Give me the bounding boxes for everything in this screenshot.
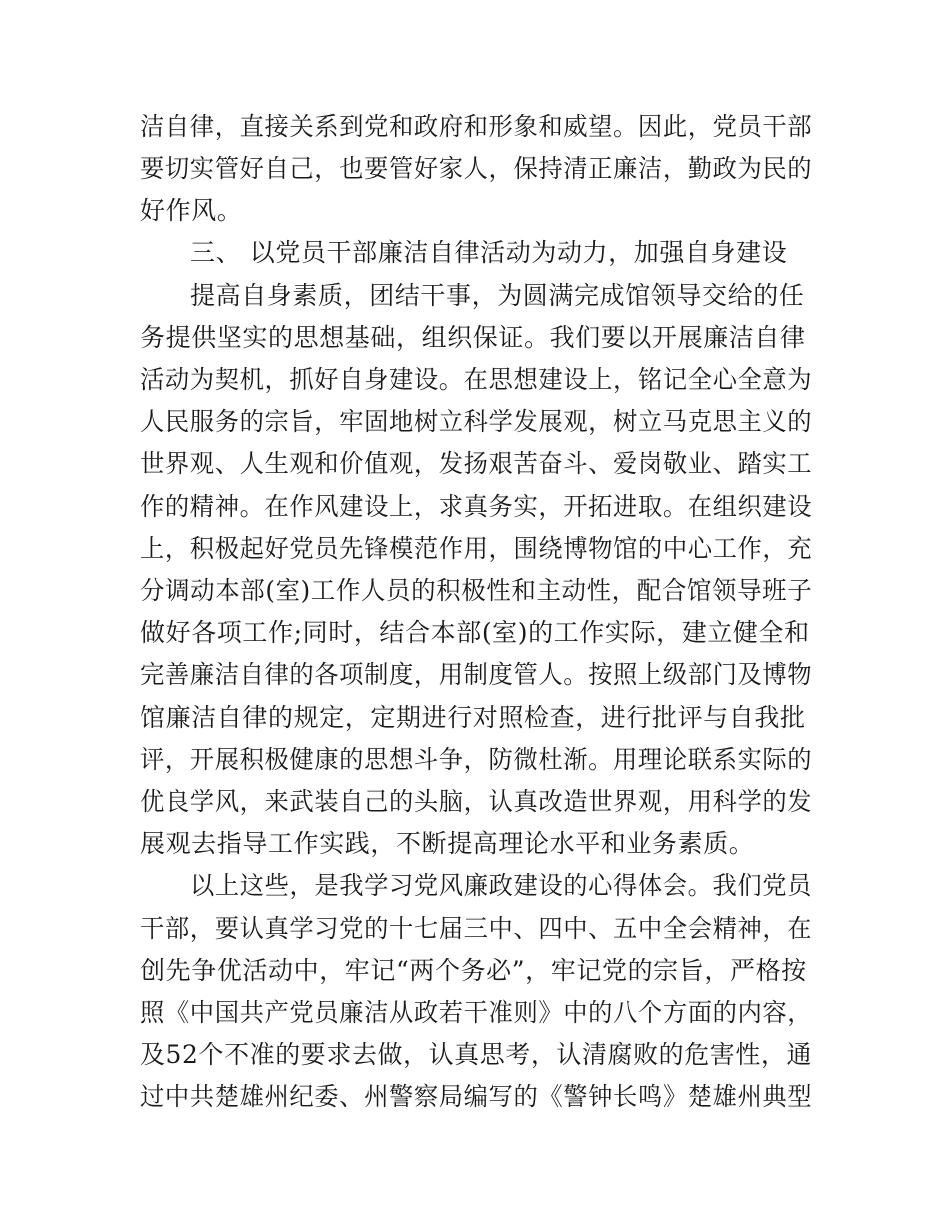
text-line: 做好各项工作;同时，结合本部(室)的工作实际，建立健全和 xyxy=(140,618,810,647)
paragraph-first-line: 提高自身素质，团结干事，为圆满完成馆领导交给的任 xyxy=(190,281,805,310)
text-line: 要切实管好自己，也要管好家人，保持清正廉洁，勤政为民的 xyxy=(140,154,813,183)
text-line: 创先争优活动中，牢记“两个务必”，牢记党的宗旨，严格按 xyxy=(140,956,807,985)
text-line: 分调动本部(室)工作人员的积极性和主动性，配合馆领导班子 xyxy=(140,576,813,605)
text-line: 评，开展积极健康的思想斗争，防微杜渐。用理论联系实际的 xyxy=(140,745,813,774)
text-line: 干部，要认真学习党的十七届三中、四中、五中全会精神，在 xyxy=(140,914,813,943)
text-line: 作的精神。在作风建设上，求真务实，开拓进取。在组织建设 xyxy=(140,492,813,521)
text-line: 及52个不准的要求去做，认真思考，认清腐败的危害性，通 xyxy=(140,1040,813,1069)
text-line: 馆廉洁自律的规定，定期进行对照检查，进行批评与自我批 xyxy=(140,703,806,732)
text-line: 洁自律，直接关系到党和政府和形象和威望。因此，党员干部 xyxy=(140,112,813,141)
section-heading: 三、 以党员干部廉洁自律活动为动力，加强自身建设 xyxy=(190,238,788,267)
text-line: 活动为契机，抓好自身建设。在思想建设上，铭记全心全意为 xyxy=(140,365,813,394)
paragraph-first-line: 以上这些，是我学习党风廉政建设的心得体会。我们党员 xyxy=(190,871,813,900)
text-line: 务提供坚实的思想基础，组织保证。我们要以开展廉洁自律 xyxy=(140,323,806,352)
text-line: 照《中国共产党员廉洁从政若干准则》中的八个方面的内容， xyxy=(140,998,813,1027)
text-line: 展观去指导工作实践，不断提高理论水平和业务素质。 xyxy=(140,829,755,858)
text-line: 好作风。 xyxy=(140,196,243,225)
text-line: 优良学风，来武装自己的头脑，认真改造世界观，用科学的发 xyxy=(140,787,813,816)
text-line: 上，积极起好党员先锋模范作用，围绕博物馆的中心工作，充 xyxy=(140,534,813,563)
text-line: 世界观、人生观和价值观，发扬艰苦奋斗、爱岗敬业、踏实工 xyxy=(140,449,813,478)
text-line: 过中共楚雄州纪委、州警察局编写的《警钟长鸣》楚雄州典型 xyxy=(140,1082,813,1111)
text-line: 完善廉洁自律的各项制度，用制度管人。按照上级部门及博物 xyxy=(140,660,813,689)
text-line: 人民服务的宗旨，牢固地树立科学发展观，树立马克思主义的 xyxy=(140,407,813,436)
